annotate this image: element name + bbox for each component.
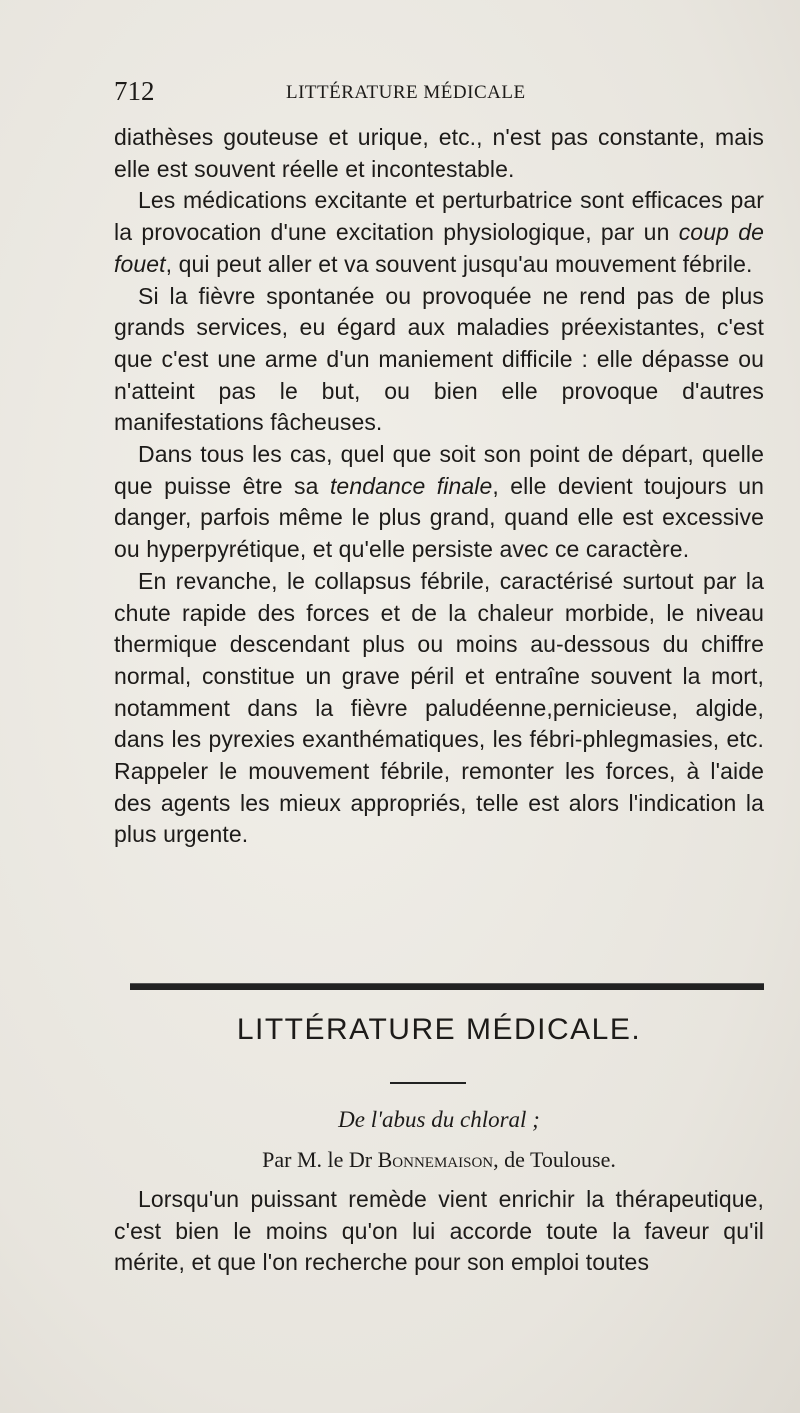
paragraph: Si la fièvre spontanée ou provoquée ne rend pas de plus grands services, eu égard aux maladies préexistantes, c'est que c'est une arme d'un maniement difficile : elle dépasse ou n'atteint pas le but, ou bien elle provoque d'autres manifestations fâcheuses. [114,282,764,436]
section-title: LITTÉRATURE MÉDICALE. [236,1013,642,1046]
article-title: De l'abus du chloral ; [338,1107,540,1132]
paragraph: diathèses gouteuse et urique, etc., n'est pas constante, mais elle est souvent réelle et incontestable. [114,124,764,182]
section-divider [130,983,764,990]
title-divider [390,1082,466,1084]
author-name: Bonnemaison [377,1147,494,1172]
body-text [114,122,764,851]
paragraph: En revanche, le collapsus fébrile, caractérisé surtout par la chute rapide des forces et de la chaleur morbide, le niveau thermique descendant plus ou moins au-dessous du chiffre normal, constitue un grave péril et entraîne souvent la mort, notamment dans la fièvre paludéenne,pernicieuse, algide, dans les pyrexies exanthématiques, les fébri-phlegmasies, etc. Rappeler le mouvement fébrile, remonter les forces, à l'aide des agents les mieux appropriés, telle est alors l'indication la plus urgente. [114,567,764,848]
article-byline: Par M. le Dr Bonnemaison, de Toulouse. [262,1147,616,1172]
paragraph: Lorsqu'un puissant remède vient enrichir la thérapeutique, c'est bien le moins qu'on lui accorde toute la faveur qu'il mérite, et que l'on recherche pour son emploi toutes [114,1186,764,1276]
page-number: 712 [114,76,155,106]
running-head: LITTÉRATURE MÉDICALE [286,82,526,103]
paragraph: Dans tous les cas, quel que soit son point de départ, quelle que puisse être sa tendance finale, elle devient toujours un danger, parfois même le plus grand, quand elle est excessive ou hyperpyrétique, et qu'elle persiste avec ce caractère. [114,441,764,563]
page-header [114,76,764,116]
paragraph: Les médications excitante et perturbatrice sont efficaces par la provocation d'une excitation physiologique, par un coup de fouet, qui peut aller et va souvent jusqu'au mouvement fébrile. [114,187,764,277]
article-text [114,1184,764,1279]
